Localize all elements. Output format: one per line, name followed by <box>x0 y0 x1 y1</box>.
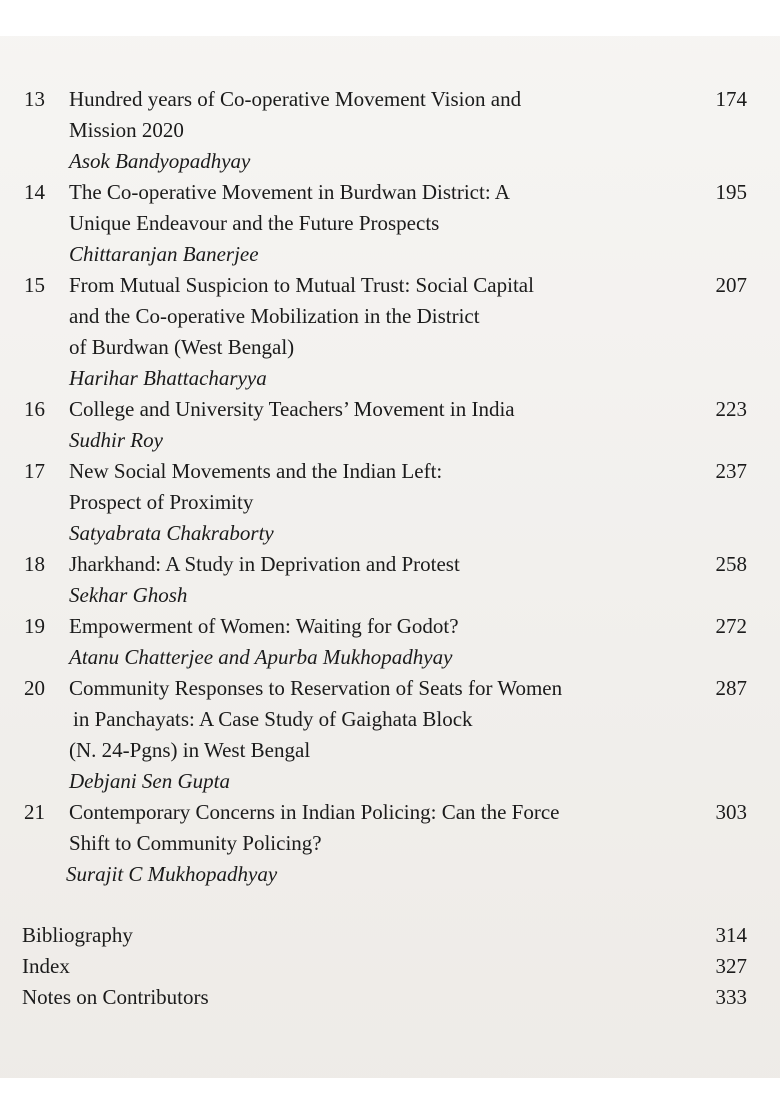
chapter-page-number: 272 <box>715 614 747 638</box>
chapter-title-line: Jharkhand: A Study in Deprivation and Protest <box>69 552 460 576</box>
backmatter-entry <box>0 951 780 982</box>
chapter-title-line: Prospect of Proximity <box>69 490 254 514</box>
chapter-number: 14 <box>24 180 45 204</box>
bottom-margin <box>0 1078 780 1108</box>
chapter-title-line: Contemporary Concerns in Indian Policing: Can the Force <box>69 800 560 824</box>
chapter-number: 13 <box>24 87 45 111</box>
chapter-author: Sudhir Roy <box>69 428 163 452</box>
chapter-author: Asok Bandyopadhyay <box>69 149 251 173</box>
chapter-title-line: Mission 2020 <box>69 118 184 142</box>
backmatter-list <box>0 920 780 1013</box>
chapter-number: 15 <box>24 273 45 297</box>
chapter-number: 19 <box>24 614 45 638</box>
toc-entry <box>0 177 780 270</box>
chapter-author: Surajit C Mukhopadhyay <box>66 862 278 886</box>
toc-entry <box>0 549 780 611</box>
backmatter-page-number: 314 <box>715 923 747 947</box>
backmatter-label: Index <box>22 954 70 978</box>
chapter-title-line: and the Co-operative Mobilization in the District <box>69 304 480 328</box>
chapter-title-line: Unique Endeavour and the Future Prospects <box>69 211 440 235</box>
toc-entry <box>0 611 780 673</box>
chapter-page-number: 237 <box>715 459 747 483</box>
toc-entry <box>0 673 780 797</box>
chapter-number: 18 <box>24 552 45 576</box>
toc-entry <box>0 394 780 456</box>
chapter-title-line: From Mutual Suspicion to Mutual Trust: Social Capital <box>69 273 534 297</box>
toc-entry <box>0 797 780 890</box>
chapter-page-number: 258 <box>715 552 747 576</box>
backmatter-label: Notes on Contributors <box>22 985 209 1009</box>
contents-list <box>0 84 780 890</box>
toc-entry <box>0 84 780 177</box>
backmatter-page-number: 333 <box>715 985 747 1009</box>
chapter-title-line: of Burdwan (West Bengal) <box>69 335 295 359</box>
chapter-page-number: 195 <box>715 180 747 204</box>
chapter-title-line: New Social Movements and the Indian Left: <box>69 459 443 483</box>
backmatter-label: Bibliography <box>22 923 133 947</box>
chapter-title-line: Community Responses to Reservation of Seats for Women <box>69 676 563 700</box>
chapter-title-line: Empowerment of Women: Waiting for Godot? <box>69 614 459 638</box>
top-margin <box>0 0 780 36</box>
toc-entry <box>0 456 780 549</box>
chapter-title-line: Hundred years of Co-operative Movement Vision and <box>69 87 522 111</box>
chapter-number: 17 <box>24 459 45 483</box>
chapter-page-number: 287 <box>715 676 747 700</box>
backmatter-entry <box>0 920 780 951</box>
chapter-number: 16 <box>24 397 45 421</box>
chapter-number: 20 <box>24 676 45 700</box>
chapter-author: Chittaranjan Banerjee <box>69 242 259 266</box>
chapter-title-line: College and University Teachers’ Movement in India <box>69 397 515 421</box>
chapter-author: Debjani Sen Gupta <box>69 769 230 793</box>
backmatter-entry <box>0 982 780 1013</box>
chapter-page-number: 223 <box>715 397 747 421</box>
chapter-title-line: in Panchayats: A Case Study of Gaighata Block <box>73 707 473 731</box>
toc-entry <box>0 270 780 394</box>
backmatter-page-number: 327 <box>715 954 747 978</box>
chapter-author: Harihar Bhattacharyya <box>69 366 267 390</box>
chapter-author: Atanu Chatterjee and Apurba Mukhopadhyay <box>69 645 453 669</box>
chapter-page-number: 207 <box>715 273 747 297</box>
chapter-author: Sekhar Ghosh <box>69 583 188 607</box>
chapter-page-number: 174 <box>715 87 747 111</box>
chapter-title-line: The Co-operative Movement in Burdwan District: A <box>69 180 510 204</box>
chapter-title-line: Shift to Community Policing? <box>69 831 322 855</box>
chapter-page-number: 303 <box>715 800 747 824</box>
chapter-author: Satyabrata Chakraborty <box>69 521 274 545</box>
chapter-title-line: (N. 24-Pgns) in West Bengal <box>69 738 311 762</box>
chapter-number: 21 <box>24 800 45 824</box>
